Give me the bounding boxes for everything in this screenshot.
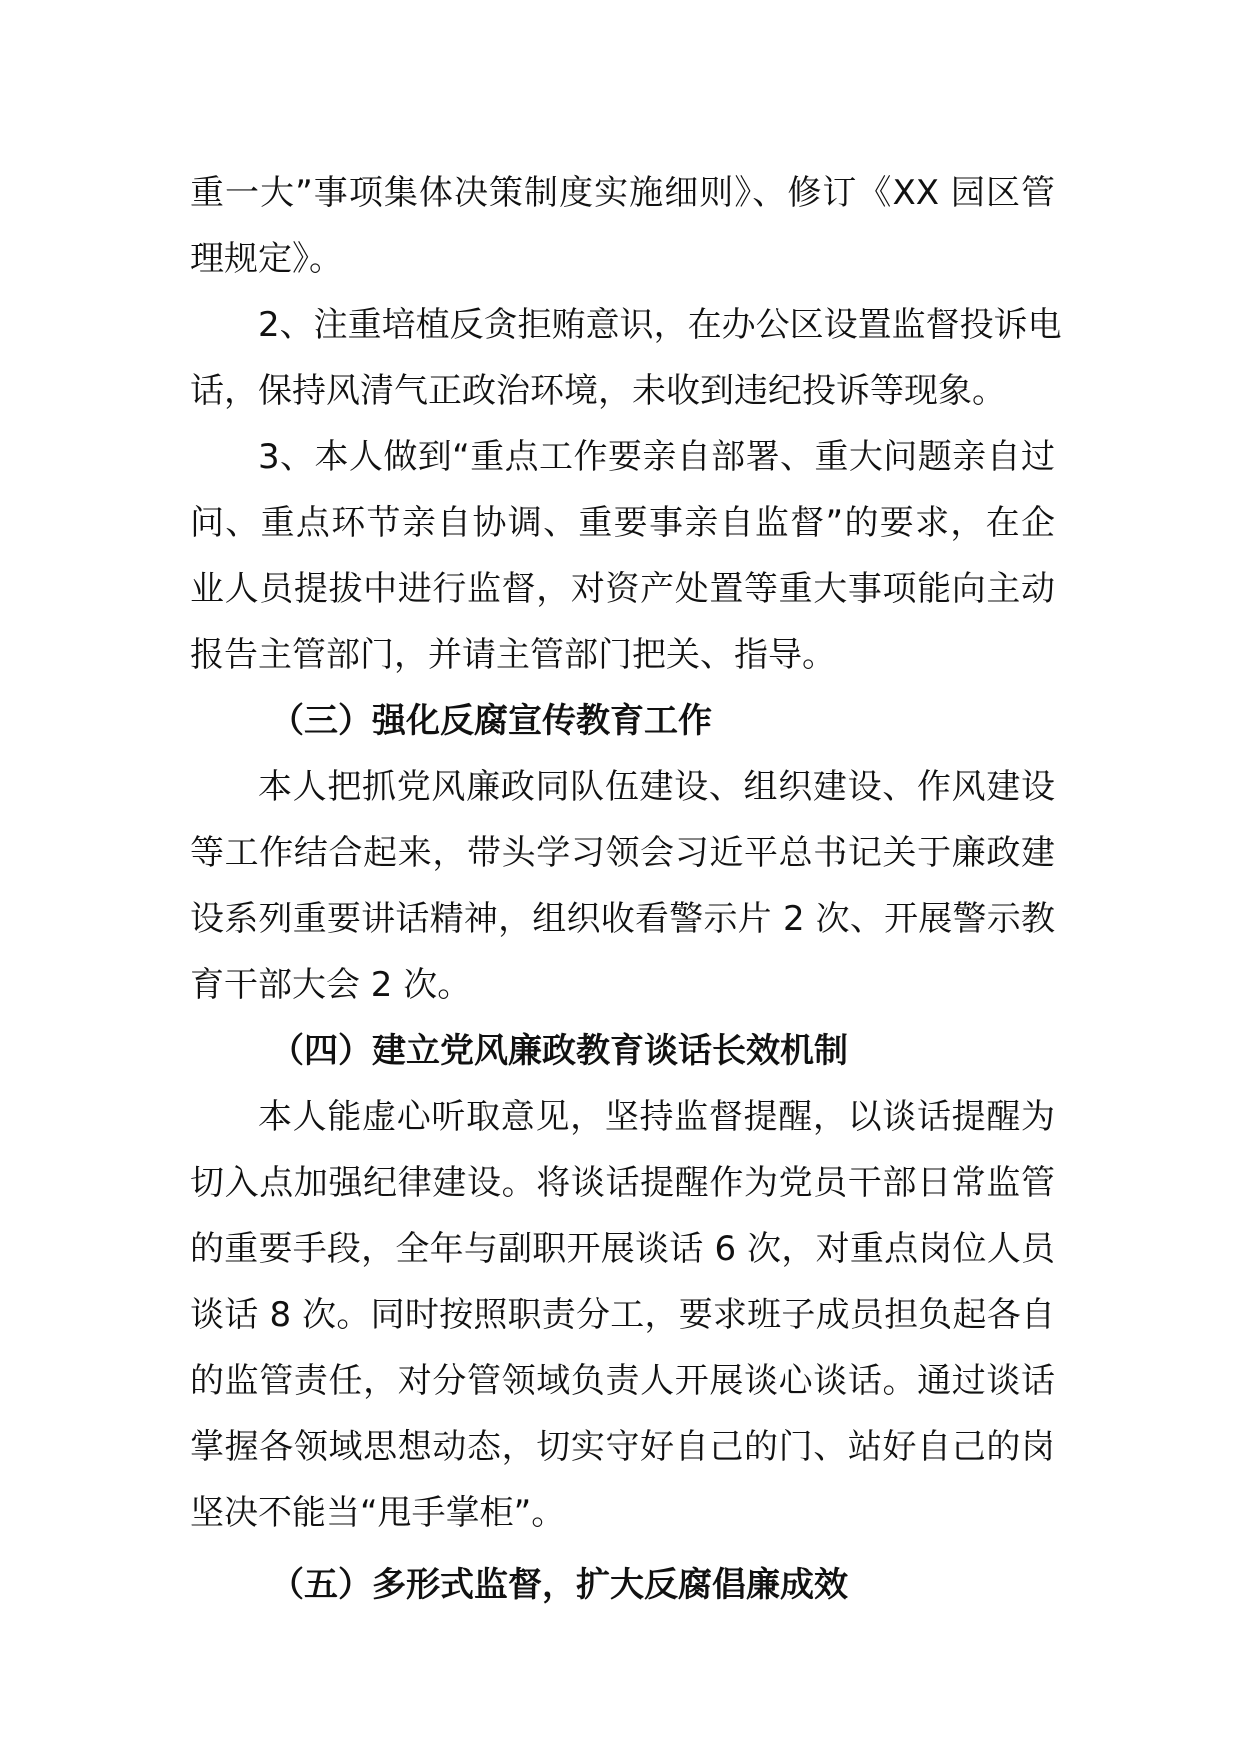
section-heading: （四）建立党风廉政教育谈话长效机制 — [270, 1031, 848, 1071]
paragraph-line: 理规定》。 — [190, 239, 343, 279]
paragraph-line: 报告主管部门，并请主管部门把关、指导。 — [190, 635, 836, 675]
paragraph-line: 掌握各领域思想动态，切实守好自己的门、站好自己的岗 — [190, 1427, 1055, 1467]
section-heading: （三）强化反腐宣传教育工作 — [270, 701, 712, 741]
paragraph-line: 问、重点环节亲自协调、重要事亲自监督”的要求，在企 — [190, 503, 1055, 543]
paragraph-line: 重一大”事项集体决策制度实施细则》、修订《XX 园区管 — [190, 173, 1055, 213]
paragraph-line: 的监管责任，对分管领域负责人开展谈心谈话。通过谈话 — [190, 1361, 1055, 1401]
paragraph-line: 2、注重培植反贪拒贿意识，在办公区设置监督投诉电 — [258, 305, 1062, 345]
paragraph-line: 本人把抓党风廉政同队伍建设、组织建设、作风建设 — [258, 767, 1055, 807]
paragraph-line: 的重要手段，全年与副职开展谈话 6 次，对重点岗位人员 — [190, 1229, 1055, 1269]
paragraph-line: 坚决不能当“甩手掌柜”。 — [190, 1493, 566, 1533]
paragraph-line: 谈话 8 次。同时按照职责分工，要求班子成员担负起各自 — [190, 1295, 1055, 1335]
paragraph-line: 话，保持风清气正政治环境，未收到违纪投诉等现象。 — [190, 371, 1006, 411]
paragraph-line: 设系列重要讲话精神，组织收看警示片 2 次、开展警示教 — [190, 899, 1055, 939]
paragraph-line: 3、本人做到“重点工作要亲自部署、重大问题亲自过 — [258, 437, 1055, 477]
paragraph-line: 等工作结合起来，带头学习领会习近平总书记关于廉政建 — [190, 833, 1055, 873]
paragraph-line: 切入点加强纪律建设。将谈话提醒作为党员干部日常监管 — [190, 1163, 1055, 1203]
section-heading: （五）多形式监督，扩大反腐倡廉成效 — [270, 1565, 848, 1605]
paragraph-line: 育干部大会 2 次。 — [190, 965, 472, 1005]
paragraph-line: 业人员提拔中进行监督，对资产处置等重大事项能向主动 — [190, 569, 1055, 609]
paragraph-line: 本人能虚心听取意见，坚持监督提醒，以谈话提醒为 — [258, 1097, 1055, 1137]
